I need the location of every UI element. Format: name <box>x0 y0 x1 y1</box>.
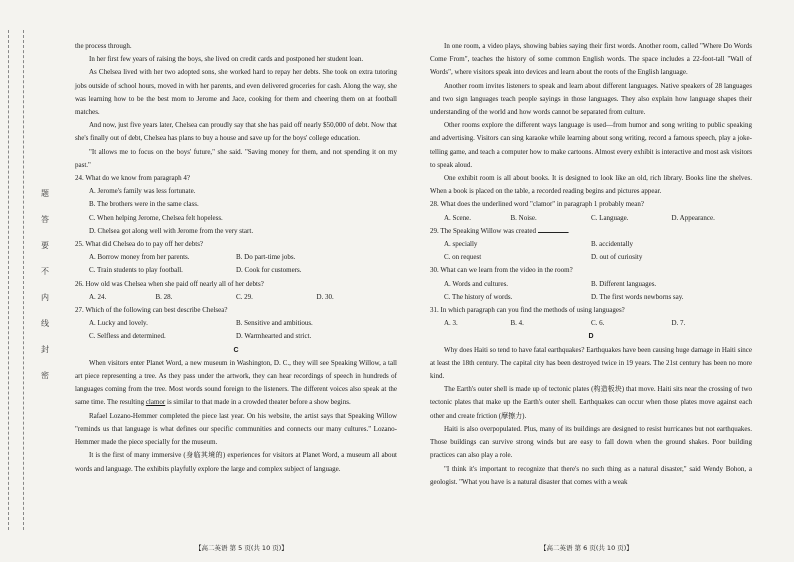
question-text: 29. The Speaking Willow was created <box>430 226 536 235</box>
paragraph: "It allows me to focus on the boys' future," she said. "Saving money for them, and not spending it on my past." <box>75 147 397 169</box>
paragraph: Haiti is also overpopulated. Plus, many of its buildings are designed to resist hurricanes but not earthquakes. Those buildings can survive strong winds but are easy to fall down when the ground shakes. Poor building practices can also play a role. <box>430 424 752 460</box>
option: C. When helping Jerome, Chelsea felt hopeless. <box>89 213 223 222</box>
seal-char: 线 <box>41 319 49 328</box>
seal-char: 题 <box>41 189 49 198</box>
option: A. Borrow money from her parents. <box>89 253 190 262</box>
options-28 <box>430 212 752 225</box>
option: B. accidentally <box>591 240 633 249</box>
question-31: 31. In which paragraph can you find the methods of using languages? <box>430 306 625 315</box>
section-heading-c: C <box>233 346 239 354</box>
options-26 <box>75 291 397 304</box>
seal-char: 答 <box>41 215 49 224</box>
options-27 <box>75 317 397 343</box>
option: C. 29. <box>236 292 253 301</box>
option: D. Cook for customers. <box>236 266 302 275</box>
option: D. Warmhearted and strict. <box>236 332 312 341</box>
underlined-word: clamor <box>145 398 166 407</box>
seal-lines <box>8 30 24 530</box>
option: C. Language. <box>591 213 629 222</box>
option: B. Noise. <box>510 213 537 222</box>
paragraph: Rafael Lozano-Hemmer completed the piece last year. On his website, the artist says that Speaking Willow "reminds us that language is what defines our specific communities and connects our many cultures." Lozano-Hemmer made the piece specially for the museum. <box>75 411 397 447</box>
question-26: 26. How old was Chelsea when she paid off nearly all of her debts? <box>75 279 264 288</box>
paragraph: Other rooms explore the different ways language is used—from humor and song writing to public speaking and advertising. Visitors can sing karaoke while learning about song writing, record a famous speech, play a joke-telling game, and teach a computer how to make cartoons. Almost every exhibit is interactive and most ask visitors to speak aloud. <box>430 121 752 169</box>
option: A. specially <box>444 240 478 249</box>
option: A. Words and cultures. <box>444 279 509 288</box>
option: D. 30. <box>316 292 334 301</box>
options-29 <box>430 238 752 264</box>
paragraph: In one room, a video plays, showing babies saying their first words. Another room, called "Where Do Words Come From", teaches the history of some common English words. The space includes a 22-foot-tall "Wall of Words", where visitors speak into devices and learn about the roots of the English language. <box>430 42 752 77</box>
question-28: 28. What does the underlined word "clamor" in paragraph 1 probably mean? <box>430 200 644 209</box>
option: D. out of curiosity <box>591 253 643 262</box>
paragraph: One exhibit room is all about books. It is designed to look like an old, rich library. Books line the shelves. When a book is placed on the table, a recorded reading begins and pictures appear. <box>430 174 752 196</box>
option: D. The first words newborns say. <box>591 292 684 301</box>
paragraph-text: When visitors enter Planet Word, a new museum in Washington, D. C., they will see Speaking Willow, a tall art piece representing a tree. As they pass under the artwork, they can hear recordings of speech in hundreds of languages coming from the tree. Most words sound foreign to the listeners. The different voices also speak at the same time. The resulting <box>75 358 397 407</box>
option: D. 7. <box>671 319 686 328</box>
option: D. Chelsea got along well with Jerome from the very start. <box>89 226 254 235</box>
option: C. Selfless and determined. <box>89 332 166 341</box>
section-heading-d: D <box>588 333 594 341</box>
option: C. Train students to play football. <box>89 266 183 275</box>
seal-char: 内 <box>41 293 49 302</box>
answer-blank <box>538 225 568 233</box>
question-25: 25. What did Chelsea do to pay off her debts? <box>75 240 204 249</box>
paragraph: It is the first of many immersive (身临其境的) experiences for visitors at Planet Word, a museum all about words and language. The exhibits playfully explore the large and complex subject of language. <box>75 451 397 473</box>
option: B. Different languages. <box>591 279 657 288</box>
paragraph: Another room invites listeners to speak and learn about different languages. Native speakers of 28 languages and two sign languages teach people sayings in those languages. They also explain how language shapes their understanding of the world and how words cannot be separated from culture. <box>430 81 752 117</box>
options-31 <box>430 317 752 330</box>
seal-char: 封 <box>41 345 49 354</box>
page-footer-right: 【高二英语 第 6 页(共 10 页)】 <box>540 544 633 552</box>
paragraph-text: is similar to that made in a crowded theater before a show begins. <box>165 398 351 407</box>
option: B. Sensitive and ambitious. <box>236 319 313 328</box>
option: D. Appearance. <box>671 213 715 222</box>
paragraph: the process through. <box>75 42 132 50</box>
question-27: 27. Which of the following can best describe Chelsea? <box>75 306 228 315</box>
option: A. Jerome's family was less fortunate. <box>89 187 196 196</box>
option: B. 28. <box>155 292 173 301</box>
paragraph <box>75 357 397 410</box>
seal-char: 不 <box>41 267 49 276</box>
options-30 <box>430 278 752 304</box>
seal-char: 密 <box>41 371 49 380</box>
paragraph: In her first few years of raising the boys, she lived on credit cards and postponed her student loan. <box>89 55 364 64</box>
options-25 <box>75 251 397 277</box>
seal-text <box>41 190 53 398</box>
question-30: 30. What can we learn from the video in the room? <box>430 266 573 275</box>
question-29: 29. The Speaking Willow was created . <box>430 226 570 235</box>
option: C. 6. <box>591 319 605 328</box>
option: B. The brothers were in the same class. <box>89 200 199 209</box>
option: A. 3. <box>444 319 458 328</box>
page-footer-left: 【高二英语 第 5 页(共 10 页)】 <box>195 544 288 552</box>
option: C. on request <box>444 253 482 262</box>
option: A. Lucky and lovely. <box>89 319 148 328</box>
option: B. 4. <box>510 319 524 328</box>
option: A. 24. <box>89 292 107 301</box>
paragraph: As Chelsea lived with her two adopted sons, she worked hard to repay her debts. She took on extra tutoring jobs outside of school hours, moved in with her parents, and even delivered groceries for cash. Along the way, she was learning how to be the best mom to Jerome and Jace, cooking for them and cheering them on at football matches. <box>75 68 397 117</box>
option: A. Scene. <box>444 213 472 222</box>
paragraph: Why does Haiti so tend to have fatal earthquakes? Earthquakes have been causing huge damage in Haiti since at least the 18th century. The capital city has been destroyed twice in 19 years. The 21st century has been no more kind. <box>430 345 752 381</box>
right-column <box>430 40 752 489</box>
option: C. The history of words. <box>444 292 513 301</box>
paragraph: "I think it's important to recognize that there's no such thing as a natural disaster," said Wendy Bohon, a geologist. "What you have is a natural disaster that comes with a weak <box>430 464 752 486</box>
paragraph: The Earth's outer shell is made up of tectonic plates (构造板块) that move. Haiti sits near the crossing of two tectonic plates that make up the Earth's outer shell. Earthquakes can occur when those plates move against each other and create friction (摩擦力). <box>430 385 752 420</box>
binding-margin <box>0 0 49 562</box>
option: B. Do part-time jobs. <box>236 253 296 262</box>
seal-char: 要 <box>41 241 49 250</box>
left-column <box>75 40 397 476</box>
options-24 <box>75 185 397 238</box>
question-24: 24. What do we know from paragraph 4? <box>75 174 190 183</box>
paragraph: And now, just five years later, Chelsea can proudly say that she has paid off nearly $50,000 of debt. Now that she's finally out of debt, Chelsea has plans to buy a house and save up for the boys' college education. <box>75 121 397 143</box>
